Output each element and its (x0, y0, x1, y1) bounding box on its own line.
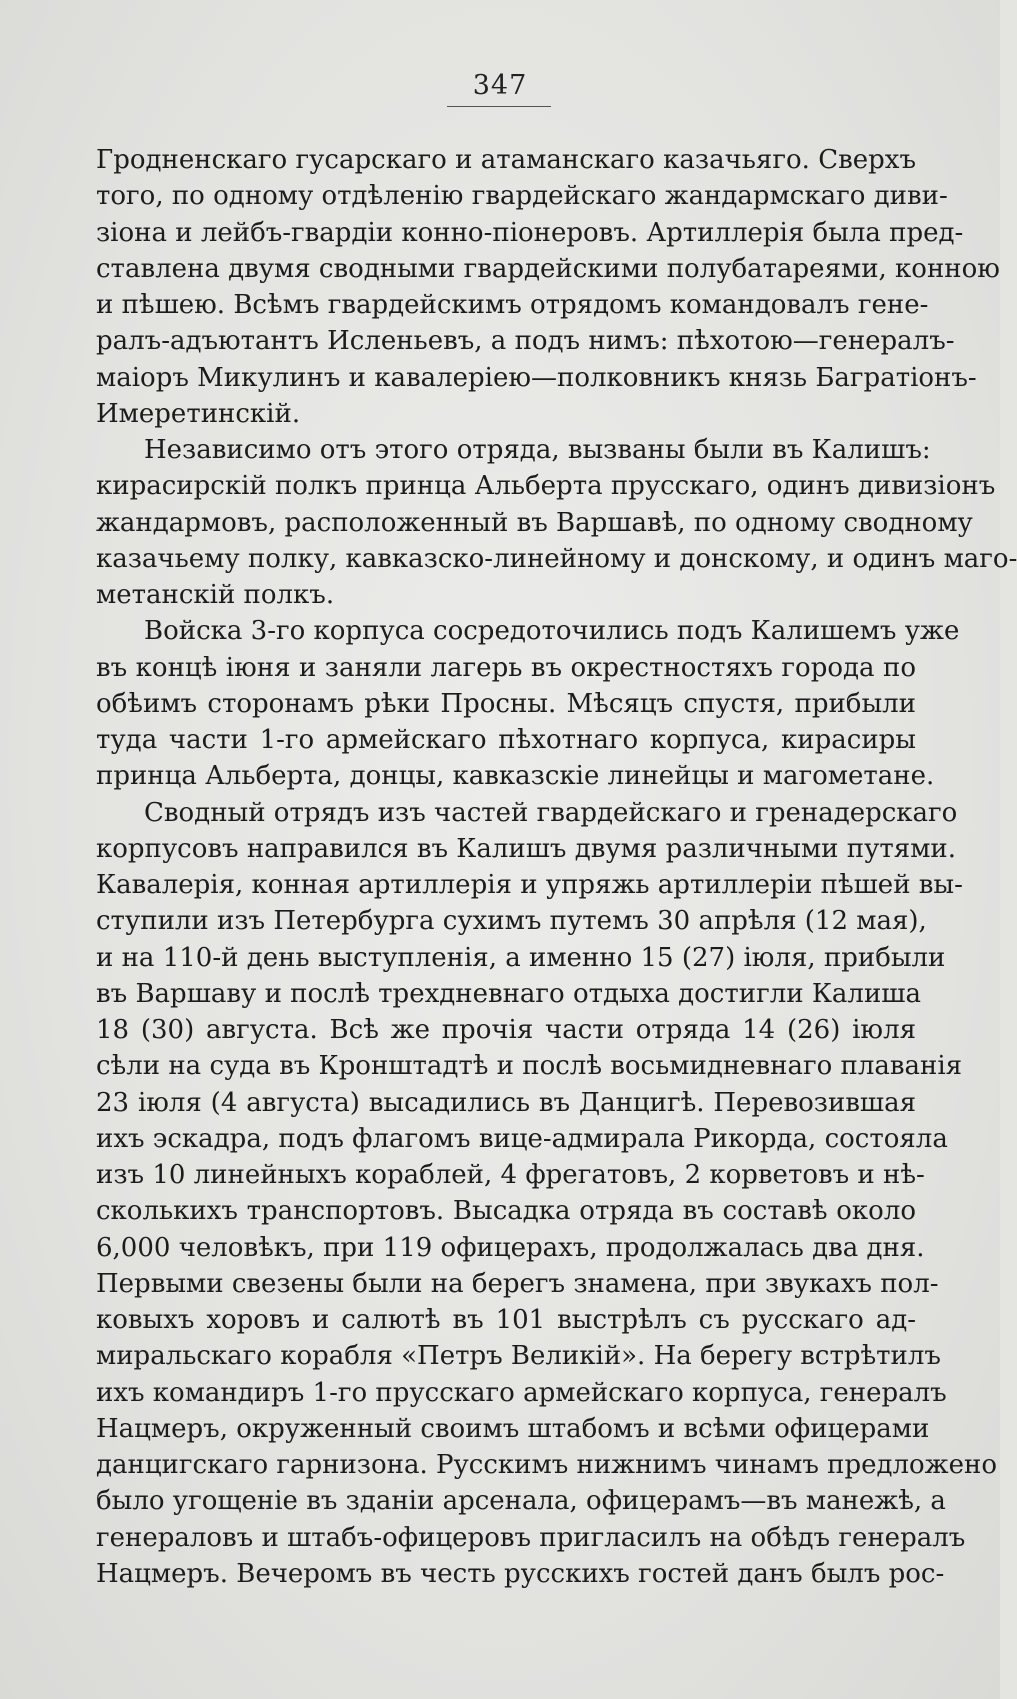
text-line: обѣимъ сторонамъ рѣки Просны. Мѣсяцъ спустя, прибыли (96, 688, 916, 719)
text-line: корпусовъ направился въ Калишъ двумя различными путями. (96, 833, 957, 864)
text-line: туда части 1-го армейскаго пѣхотнаго корпуса, кирасиры (96, 725, 916, 755)
text-line: и на 110-й день выступленія, а именно 15 (27) іюля, прибыли (96, 942, 946, 973)
text-line: сколькихъ транспортовъ. Высадка отряда въ составѣ около (96, 1196, 916, 1227)
text-line: изъ 10 линейныхъ кораблей, 4 фрегатовъ, 2 корветовъ и нѣ- (96, 1160, 925, 1190)
paragraph (96, 432, 1017, 613)
text-line: метанскій полкъ. (96, 580, 335, 610)
text-line: Войска 3-го корпуса сосредоточились подъ Калишемъ уже (144, 616, 960, 647)
text-line: Независимо отъ этого отряда, вызваны были въ Калишъ: (144, 435, 931, 465)
text-line: ихъ эскадра, подъ флагомъ вице-адмирала Рикорда, состояла (96, 1123, 948, 1154)
text-line: ступили изъ Петербурга сухимъ путемъ 30 апрѣля (12 мая), (96, 906, 927, 937)
text-line: Имеретинскій. (96, 398, 301, 429)
text-line: жандармовъ, расположенный въ Варшавѣ, по одному сводному (96, 507, 973, 538)
text-line: Кавалерія, конная артиллерія и упряжь артиллеріи пѣшей вы- (96, 870, 963, 900)
text-line: ралъ-адъютантъ Исленьевъ, а подъ нимъ: пѣхотою—генералъ- (96, 326, 955, 357)
text-line: маіоръ Микулинъ и кавалеріею—полковникъ князь Багратіонъ- (96, 362, 977, 393)
text-line: Сводный отрядъ изъ частей гвардейскаго и гренадерскаго (144, 797, 958, 828)
text-line: въ Варшаву и послѣ трехдневнаго отдыха достигли Калиша (96, 978, 921, 1009)
paragraph (96, 613, 960, 794)
text-line: было угощеніе въ зданіи арсенала, офицерамъ—въ манежѣ, а (96, 1486, 946, 1517)
text-line: ковыхъ хоровъ и салютѣ въ 101 выстрѣлъ съ русскаго ад- (96, 1305, 916, 1335)
paragraph (96, 795, 997, 1593)
text-line: Нацмеръ. Вечеромъ въ честь русскихъ гостей данъ былъ рос- (96, 1558, 945, 1589)
header-rule (447, 106, 551, 107)
text-line: Первыми свезены были на берегъ знамена, при звукахъ пол- (96, 1268, 939, 1299)
text-line: Гродненскаго гусарскаго и атаманскаго казачьяго. Сверхъ (96, 145, 916, 175)
paragraph (96, 142, 1000, 432)
text-line: Нацмеръ, окруженный своимъ штабомъ и всѣми офицерами (96, 1413, 930, 1444)
text-line: 6,000 человѣкъ, при 119 офицерахъ, продолжалась два дня. (96, 1232, 925, 1263)
text-line: принца Альберта, донцы, кавказскіе линейцы и магометане. (96, 761, 935, 792)
text-line: миральскаго корабля «Петръ Великій». На берегу встрѣтилъ (96, 1341, 941, 1372)
text-line: ихъ командиръ 1-го прусскаго армейскаго корпуса, генералъ (96, 1377, 947, 1408)
text-line: зіона и лейбъ-гвардіи конно-піонеровъ. Артиллерія была пред- (96, 217, 964, 248)
body-text (96, 142, 1017, 1592)
text-line: ставлена двумя сводными гвардейскими полубатареями, конною (96, 253, 1000, 284)
text-line: въ концѣ іюня и заняли лагерь въ окрестностяхъ города по (96, 652, 916, 683)
page-number: 347 (472, 70, 528, 101)
text-line: кирасирскій полкъ принца Альберта прусскаго, одинъ дивизіонъ (96, 471, 996, 502)
text-line: генераловъ и штабъ-офицеровъ пригласилъ на обѣдъ генералъ (96, 1522, 966, 1553)
text-line: данцигскаго гарнизона. Русскимъ нижнимъ чинамъ предложено (96, 1450, 997, 1480)
text-line: того, по одному отдѣленію гвардейскаго жандармскаго диви- (96, 181, 948, 212)
text-line: 23 іюля (4 августа) высадились въ Данцигѣ. Перевозившая (96, 1087, 916, 1118)
text-line: казачьему полку, кавказско-линейному и донскому, и одинъ маго- (96, 543, 1017, 574)
text-line: и пѣшею. Всѣмъ гвардейскимъ отрядомъ командовалъ гене- (96, 290, 929, 320)
text-line: сѣли на суда въ Кронштадтѣ и послѣ восьмидневнаго плаванія (96, 1051, 963, 1082)
text-line: 18 (30) августа. Всѣ же прочія части отряда 14 (26) іюля (96, 1015, 916, 1045)
